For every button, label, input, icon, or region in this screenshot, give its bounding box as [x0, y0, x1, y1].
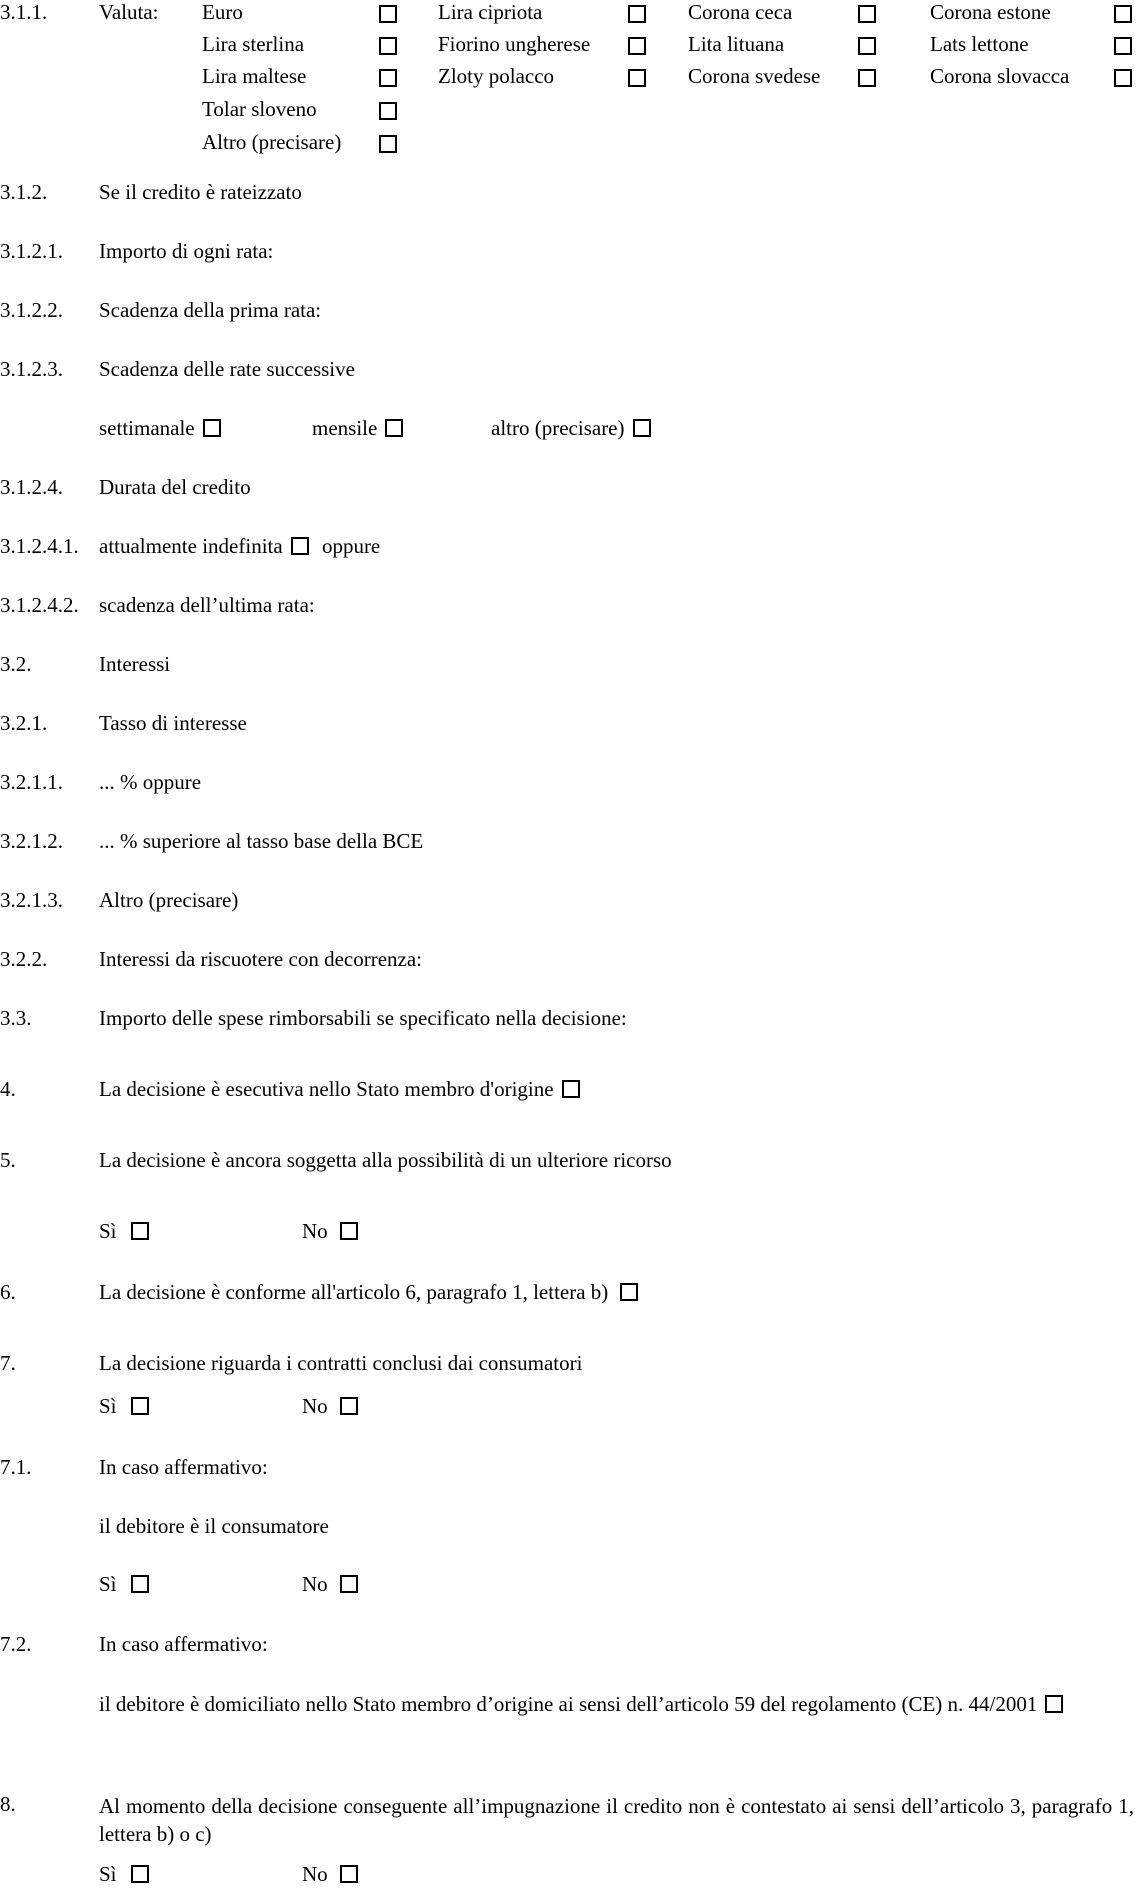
- currency-label: Lira sterlina: [202, 32, 305, 56]
- section-number: 6.: [0, 1280, 16, 1304]
- currency-label: Lats lettone: [930, 32, 1029, 56]
- no-checkbox[interactable]: [340, 1575, 358, 1593]
- yes-checkbox[interactable]: [131, 1865, 149, 1883]
- currency-label: Corona slovacca: [930, 64, 1070, 88]
- currency-label: Lita lituana: [688, 32, 785, 56]
- currency-checkbox[interactable]: [1114, 37, 1132, 55]
- currency-label: Altro (precisare): [202, 130, 342, 154]
- yes-label: Sì: [99, 1394, 117, 1418]
- section-subtext: il debitore è il consumatore: [99, 1514, 329, 1538]
- section-number: 3.1.2.2.: [0, 298, 63, 322]
- no-option: [302, 1572, 358, 1597]
- weekly-label: settimanale: [99, 416, 195, 440]
- no-checkbox[interactable]: [340, 1397, 358, 1415]
- section-number: 3.2.1.3.: [0, 888, 63, 912]
- yes-option: [99, 1862, 149, 1887]
- section-number: 3.1.1.: [0, 0, 48, 24]
- monthly-option: [312, 416, 403, 441]
- section-text: Durata del credito: [99, 475, 251, 499]
- section-text: Importo di ogni rata:: [99, 239, 274, 263]
- no-option: [302, 1219, 358, 1244]
- enforceable-checkbox[interactable]: [562, 1080, 580, 1098]
- section-text: Importo delle spese rimborsabili se specificato nella decisione:: [99, 1006, 627, 1030]
- section-text: [99, 1280, 638, 1305]
- section-text: [99, 1077, 580, 1102]
- other-option: [491, 416, 651, 441]
- yes-label: Sì: [99, 1219, 117, 1243]
- no-label: No: [302, 1219, 328, 1243]
- currency-checkbox[interactable]: [379, 69, 397, 87]
- section-text: Scadenza delle rate successive: [99, 357, 355, 381]
- section-text: ... % superiore al tasso base della BCE: [99, 829, 424, 853]
- indefinite-label: attualmente indefinita: [99, 534, 283, 558]
- currency-checkbox[interactable]: [379, 5, 397, 23]
- section-number: 8.: [0, 1792, 16, 1816]
- section-text: Interessi da riscuotere con decorrenza:: [99, 947, 422, 971]
- section-text: Altro (precisare): [99, 888, 239, 912]
- currency-checkbox[interactable]: [628, 69, 646, 87]
- enforceable-label: La decisione è esecutiva nello Stato membro d'origine: [99, 1077, 554, 1101]
- section-number: 3.1.2.1.: [0, 239, 63, 263]
- section-text: ... % oppure: [99, 770, 202, 794]
- monthly-label: mensile: [312, 416, 378, 440]
- domicile-label: il debitore è domiciliato nello Stato membro d’origine ai sensi dell’articolo 59 del regolamento (CE) n. 44/2001: [99, 1692, 1038, 1716]
- no-checkbox[interactable]: [340, 1222, 358, 1240]
- section-text: Interessi: [99, 652, 171, 676]
- section-text: Al momento della decisione conseguente all’impugnazione il credito non è contestato ai sensi dell’articolo 3, paragrafo 1, lettera b) o c): [99, 1794, 1134, 1846]
- currency-checkbox[interactable]: [858, 37, 876, 55]
- section-text: La decisione è ancora soggetta alla possibilità di un ulteriore ricorso: [99, 1148, 672, 1172]
- currency-label: Corona ceca: [688, 0, 793, 24]
- other-label: altro (precisare): [491, 416, 625, 440]
- yes-checkbox[interactable]: [131, 1222, 149, 1240]
- currency-checkbox[interactable]: [628, 5, 646, 23]
- conformity-label: La decisione è conforme all'articolo 6, paragrafo 1, lettera b): [99, 1280, 609, 1304]
- section-text: In caso affermativo:: [99, 1455, 268, 1479]
- section-text: Se il credito è rateizzato: [99, 180, 302, 204]
- other-checkbox[interactable]: [633, 419, 651, 437]
- currency-checkbox[interactable]: [1114, 5, 1132, 23]
- section-subtext: [99, 1690, 1134, 1718]
- indefinite-checkbox[interactable]: [291, 537, 309, 555]
- section-number: 3.1.2.3.: [0, 357, 63, 381]
- section-number: 3.2.1.1.: [0, 770, 63, 794]
- section-number: 3.2.1.2.: [0, 829, 63, 853]
- weekly-checkbox[interactable]: [203, 419, 221, 437]
- currency-checkbox[interactable]: [379, 102, 397, 120]
- section-number: 5.: [0, 1148, 16, 1172]
- no-label: No: [302, 1862, 328, 1886]
- weekly-option: [99, 416, 221, 441]
- section-text: Tasso di interesse: [99, 711, 247, 735]
- section-text: La decisione riguarda i contratti conclusi dai consumatori: [99, 1351, 583, 1375]
- or-label: oppure: [321, 534, 381, 558]
- currency-label: Corona svedese: [688, 64, 821, 88]
- no-label: No: [302, 1572, 328, 1596]
- section-number: 3.2.2.: [0, 947, 48, 971]
- section-number: 3.2.: [0, 652, 32, 676]
- monthly-checkbox[interactable]: [385, 419, 403, 437]
- yes-label: Sì: [99, 1862, 117, 1886]
- yes-option: [99, 1572, 149, 1597]
- section-text: [99, 534, 380, 559]
- section-number: 7.: [0, 1351, 16, 1375]
- yes-checkbox[interactable]: [131, 1575, 149, 1593]
- currency-checkbox[interactable]: [628, 37, 646, 55]
- no-label: No: [302, 1394, 328, 1418]
- yes-checkbox[interactable]: [131, 1397, 149, 1415]
- currency-checkbox[interactable]: [379, 37, 397, 55]
- section-number: 7.2.: [0, 1632, 32, 1656]
- domicile-checkbox[interactable]: [1045, 1695, 1063, 1713]
- no-option: [302, 1862, 358, 1887]
- yes-option: [99, 1394, 149, 1419]
- currency-label: Zloty polacco: [438, 64, 555, 88]
- yes-label: Sì: [99, 1572, 117, 1596]
- currency-label: Lira maltese: [202, 64, 307, 88]
- currency-label: Fiorino ungherese: [438, 32, 591, 56]
- currency-checkbox[interactable]: [858, 5, 876, 23]
- section-number: 4.: [0, 1077, 16, 1101]
- currency-label: Corona estone: [930, 0, 1051, 24]
- section-number: 3.1.2.4.1.: [0, 534, 79, 558]
- section-text: Scadenza della prima rata:: [99, 298, 322, 322]
- currency-label: Euro: [202, 0, 243, 24]
- section-number: 3.1.2.4.: [0, 475, 63, 499]
- currency-checkbox[interactable]: [858, 69, 876, 87]
- no-checkbox[interactable]: [340, 1865, 358, 1883]
- currency-label: Lira cipriota: [438, 0, 543, 24]
- yes-option: [99, 1219, 149, 1244]
- currency-label: Tolar sloveno: [202, 97, 317, 121]
- section-number: 3.1.2.: [0, 180, 48, 204]
- conformity-checkbox[interactable]: [620, 1283, 638, 1301]
- no-option: [302, 1394, 358, 1419]
- section-number: 3.3.: [0, 1006, 32, 1030]
- section-text: In caso affermativo:: [99, 1632, 268, 1656]
- section-number: 3.1.2.4.2.: [0, 593, 79, 617]
- currency-checkbox[interactable]: [379, 135, 397, 153]
- currency-checkbox[interactable]: [1114, 69, 1132, 87]
- currency-label: Valuta:: [99, 0, 159, 24]
- section-number: 3.2.1.: [0, 711, 48, 735]
- section-number: 7.1.: [0, 1455, 32, 1479]
- section-text: scadenza dell’ultima rata:: [99, 593, 315, 617]
